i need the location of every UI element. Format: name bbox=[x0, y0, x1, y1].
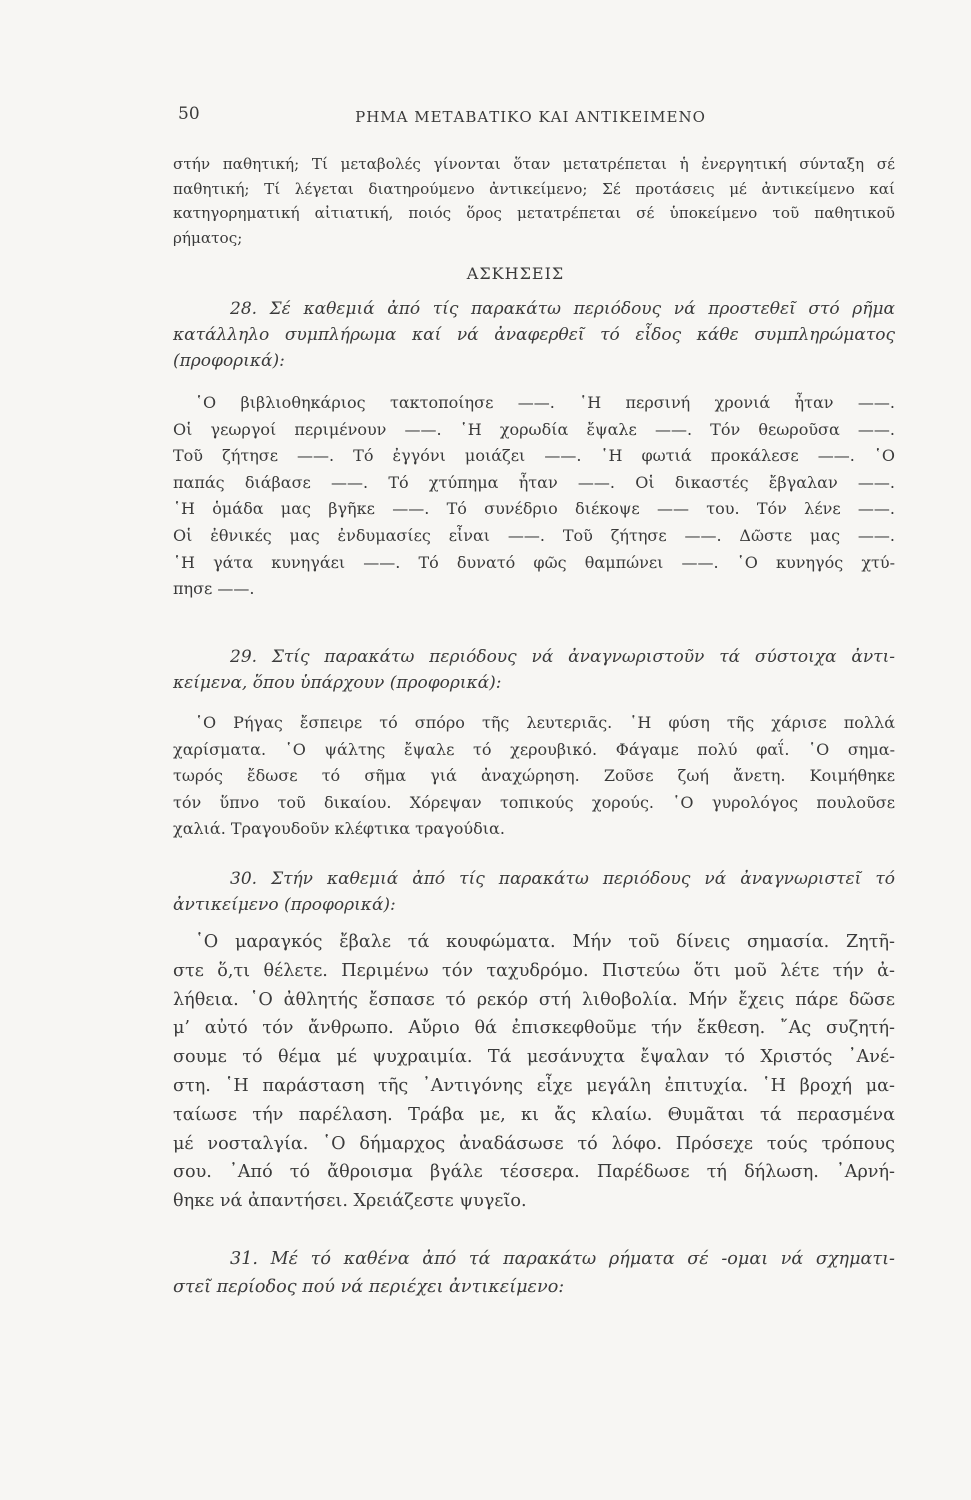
exercise-28-body bbox=[173, 390, 895, 603]
text-line: κατηγορηματική αἰτιατική, ποιός ὅρος μετατρέπεται σέ ὑποκείμενο τοῦ παθητικοῦ bbox=[173, 204, 895, 222]
text-line: λήθεια. ῾Ο ἀθλητής ἔσπασε τό ρεκόρ στή λιθοβολία. Μήν ἔχεις πάρε δῶσε bbox=[173, 989, 895, 1010]
text-line: ταίωσε τήν παρέλαση. Τράβα με, κι ἄς κλαίω. Θυμᾶται τά περασμένα bbox=[173, 1104, 895, 1125]
text-line: παθητική; Τί λέγεται διατηρούμενο ἀντικείμενο; Σέ προτάσεις μέ ἀντικείμενο καί bbox=[173, 179, 895, 198]
text-line: Τοῦ ζήτησε ——. Τό ἐγγόνι μοιάζει ——. ῾Η φωτιά προκάλεσε ——. ῾Ο bbox=[173, 446, 895, 466]
text-line: ῾Ο βιβλιοθηκάριος τακτοποίησε ——. ῾Η περσινή χρονιά ἦταν ——. bbox=[195, 393, 895, 412]
page-number: 50 bbox=[178, 104, 200, 124]
running-title: ΡΗΜΑ ΜΕΤΑΒΑΤΙΚΟ ΚΑΙ ΑΝΤΙΚΕΙΜΕΝΟ bbox=[355, 108, 706, 126]
text-line: ῾Η ὁμάδα μας βγῆκε ——. Τό συνέδριο διέκοψε —— του. Τόν λένε ——. bbox=[173, 499, 895, 519]
text-line: στήν παθητική; Τί μεταβολές γίνονται ὅταν μετατρέπεται ἡ ἐνεργητική σύνταξη σέ bbox=[173, 155, 895, 173]
text-line: Οἱ γεωργοί περιμένουν ——. ῾Η χορωδία ἔψαλε ——. Τόν θεωροῦσα ——. bbox=[173, 419, 895, 439]
exercise-30-body bbox=[173, 928, 895, 1216]
text-line: τόν ὕπνο τοῦ δικαίου. Χόρεψαν τοπικούς χορούς. ῾Ο γυρολόγος πουλοῦσε bbox=[173, 792, 895, 812]
section-heading: ΑΣΚΗΣΕΙΣ bbox=[466, 264, 565, 283]
text-line: 29. Στίς παρακάτω περιόδους νά ἀναγνωριστοῦν τά σύστοιχα ἀντι- bbox=[230, 647, 895, 667]
text-line: κατάλληλο συμπλήρωμα καί νά ἀναφερθεῖ τό εἶδος κάθε συμπληρώματος bbox=[173, 325, 895, 345]
text-line: κείμενα, ὅπου ὑπάρχουν (προφορικά): bbox=[173, 673, 502, 693]
text-line: ἀντικείμενο (προφορικά): bbox=[173, 895, 396, 915]
intro-paragraph bbox=[173, 152, 895, 250]
text-line: παπάς διάβασε ——. Τό χτύπημα ἦταν ——. Οἱ δικαστές ἔβγαλαν ——. bbox=[173, 472, 895, 492]
exercise-28-instruction bbox=[173, 296, 895, 374]
exercise-29-instruction bbox=[173, 644, 895, 696]
text-line: στε ὅ,τι θέλετε. Περιμένω τόν ταχυδρόμο. Πιστεύω ὅτι μοῦ λέτε τήν ἀ- bbox=[173, 960, 895, 981]
text-line: ῾Ο Ρήγας ἔσπειρε τό σπόρο τῆς λευτεριᾶς. ῾Η φύση τῆς χάρισε πολλά bbox=[195, 713, 895, 732]
text-line: 28. Σέ καθεμιά ἀπό τίς παρακάτω περιόδους νά προστεθεῖ στό ρῆμα bbox=[230, 299, 895, 319]
text-line: μέ νοσταλγία. ῾Ο δήμαρχος ἀναδάσωσε τό λόφο. Πρόσεχε τούς τρόπους bbox=[173, 1133, 895, 1154]
text-line: χαλιά. Τραγουδοῦν κλέφτικα τραγούδια. bbox=[173, 819, 505, 839]
text-line: ρήματος; bbox=[173, 228, 243, 247]
text-line: ῾Η γάτα κυνηγάει ——. Τό δυνατό φῶς θαμπώνει ——. ῾Ο κυνηγός χτύ- bbox=[173, 552, 895, 572]
text-line: θηκε νά ἀπαντήσει. Χρειάζεστε ψυγεῖο. bbox=[173, 1191, 527, 1212]
exercise-29-body bbox=[173, 710, 895, 843]
text-line: στη. ῾Η παράσταση τῆς ᾿Αντιγόνης εἶχε μεγάλη ἐπιτυχία. ῾Η βροχή μα- bbox=[173, 1075, 895, 1096]
text-line: μ’ αὐτό τόν ἄνθρωπο. Αὔριο θά ἐπισκεφθοῦμε τήν ἔκθεση. ῎Ας συζητή- bbox=[173, 1018, 895, 1039]
text-line: σου. ᾿Από τό ἄθροισμα βγάλε τέσσερα. Παρέδωσε τή δήλωση. ᾿Αρνή- bbox=[173, 1162, 895, 1183]
text-line: Οἱ ἐθνικές μας ἐνδυμασίες εἶναι ——. Τοῦ ζήτησε ——. Δῶστε μας ——. bbox=[173, 525, 895, 545]
exercise-31-instruction bbox=[173, 1245, 895, 1301]
text-line: σουμε τό θέμα μέ ψυχραιμία. Τά μεσάνυχτα ἔψαλαν τό Χριστός ᾿Ανέ- bbox=[173, 1047, 895, 1068]
text-line: τωρός ἔδωσε τό σῆμα γιά ἀναχώρηση. Ζοῦσε ζωή ἄνετη. Κοιμήθηκε bbox=[173, 766, 895, 786]
text-line: (προφορικά): bbox=[173, 351, 285, 371]
text-line: 30. Στήν καθεμιά ἀπό τίς παρακάτω περιόδους νά ἀναγνωριστεῖ τό bbox=[230, 869, 895, 889]
exercise-30-instruction bbox=[173, 866, 895, 918]
text-line: 31. Μέ τό καθένα ἀπό τά παρακάτω ρήματα σέ -ομαι νά σχηματι- bbox=[230, 1249, 895, 1269]
text-line: πησε ——. bbox=[173, 579, 255, 599]
text-line: στεῖ περίοδος πού νά περιέχει ἀντικείμενο: bbox=[173, 1277, 565, 1297]
text-line: χαρίσματα. ῾Ο ψάλτης ἔψαλε τό χερουβικό. Φάγαμε πολύ φαΐ. ῾Ο σημα- bbox=[173, 739, 895, 759]
text-line: ῾Ο μαραγκός ἔβαλε τά κουφώματα. Μήν τοῦ δίνεις σημασία. Ζητῆ- bbox=[195, 932, 895, 952]
